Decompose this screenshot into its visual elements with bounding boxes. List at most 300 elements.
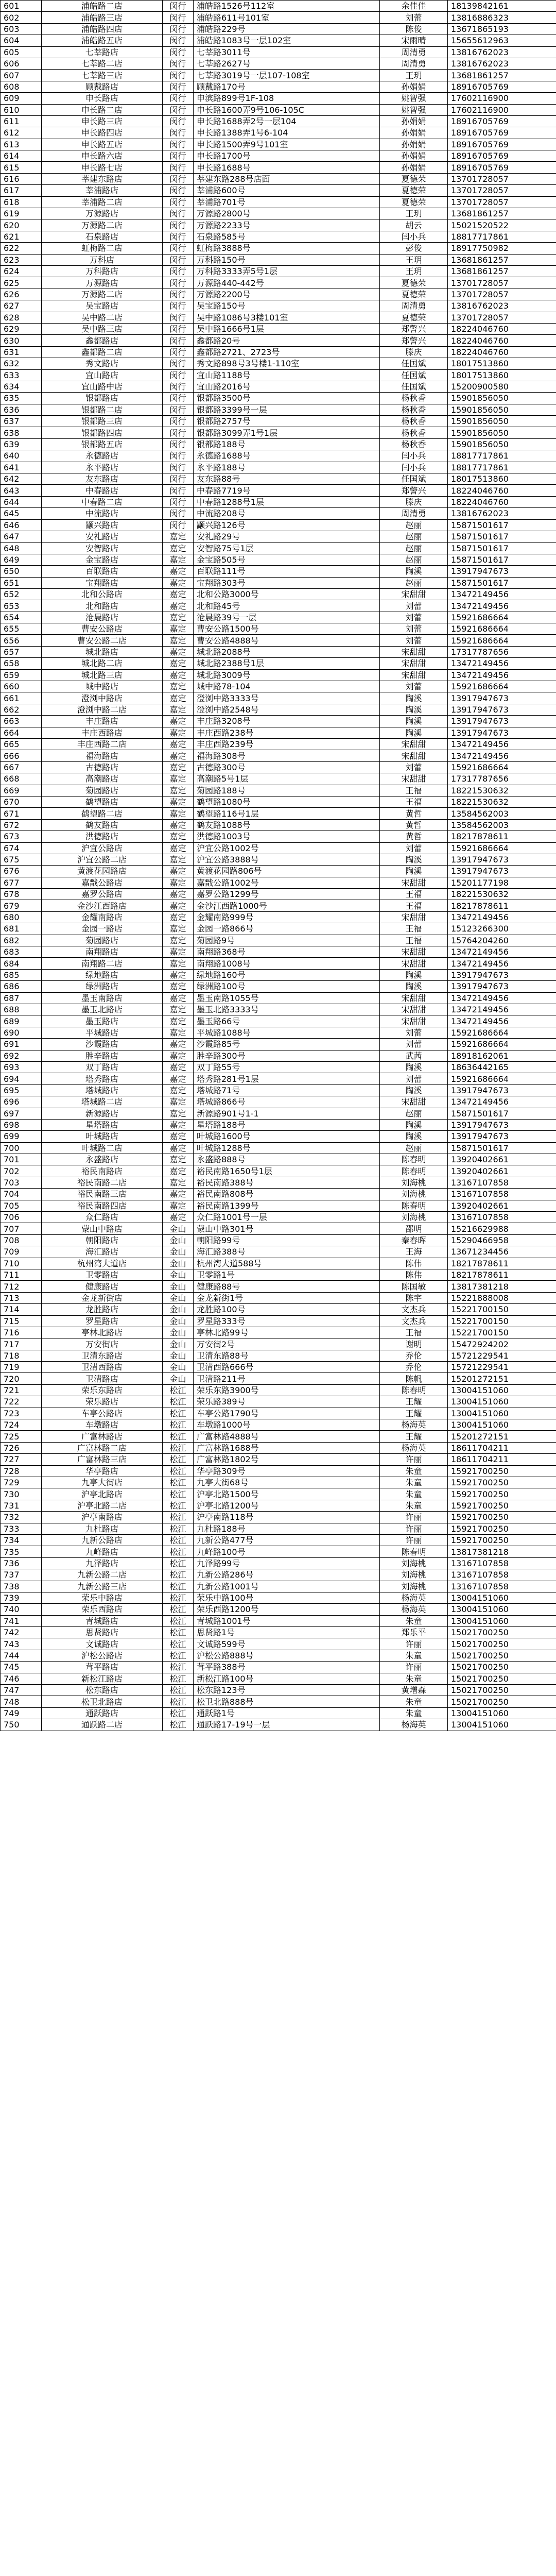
row-number-cell: 722 (1, 1396, 42, 1408)
table-row (1, 1569, 556, 1581)
table-row (1, 739, 556, 750)
phone-cell: 13472149456 (448, 588, 556, 600)
table-row (1, 519, 556, 531)
store-name-cell: 九新公路二店 (42, 1569, 163, 1581)
contact-person-cell: 朱童 (380, 1707, 448, 1719)
phone-cell: 13472149456 (448, 600, 556, 612)
store-name-cell: 南翔路二店 (42, 958, 163, 969)
address-cell: 蒙山中路301号 (194, 1223, 380, 1234)
table-row (1, 750, 556, 761)
contact-person-cell: 刘蕾 (380, 612, 448, 623)
address-cell: 通跃路1号 (194, 1707, 380, 1719)
store-name-cell: 古德路店 (42, 761, 163, 773)
table-row (1, 1512, 556, 1523)
contact-person-cell: 孙娟娟 (380, 81, 448, 92)
address-cell: 鹤望路1080号 (194, 796, 380, 807)
table-row (1, 1061, 556, 1073)
district-cell: 嘉定 (163, 1119, 194, 1130)
contact-person-cell: 陶溪 (380, 727, 448, 738)
store-name-cell: 荣乐路店 (42, 1396, 163, 1408)
address-cell: 沪亭北路1200号 (194, 1500, 380, 1511)
district-cell: 闵行 (163, 300, 194, 312)
district-cell: 松江 (163, 1442, 194, 1453)
phone-cell: 18017513860 (448, 369, 556, 381)
table-row (1, 946, 556, 958)
district-cell: 闵行 (163, 438, 194, 450)
address-cell: 澄浏中路2548号 (194, 704, 380, 715)
address-cell: 丰庄路3208号 (194, 716, 380, 727)
address-cell: 嘉罗公路1299号 (194, 889, 380, 900)
phone-cell: 15901856050 (448, 393, 556, 404)
contact-person-cell: 王福 (380, 900, 448, 911)
row-number-cell: 671 (1, 808, 42, 819)
phone-cell: 13472149456 (448, 1015, 556, 1027)
store-name-cell: 石泉路店 (42, 231, 163, 242)
district-cell: 嘉定 (163, 1189, 194, 1200)
contact-person-cell: 王福 (380, 1327, 448, 1338)
address-cell: 九泽路99号 (194, 1557, 380, 1569)
phone-cell: 15221700150 (448, 1327, 556, 1338)
row-number-cell: 739 (1, 1592, 42, 1603)
table-row (1, 681, 556, 692)
address-cell: 九峰路100号 (194, 1546, 380, 1557)
contact-person-cell: 刘海桃 (380, 1177, 448, 1188)
address-cell: 申长路1700号 (194, 150, 380, 162)
row-number-cell: 614 (1, 150, 42, 162)
district-cell: 闵行 (163, 485, 194, 496)
contact-person-cell: 陈春明 (380, 1165, 448, 1177)
table-row (1, 796, 556, 807)
district-cell: 金山 (163, 1269, 194, 1280)
table-row (1, 1050, 556, 1061)
address-cell: 银都路3099弄1号1层 (194, 427, 380, 438)
row-number-cell: 695 (1, 1084, 42, 1096)
phone-cell: 15021700250 (448, 1638, 556, 1650)
phone-cell: 18916705769 (448, 150, 556, 162)
district-cell: 闵行 (163, 346, 194, 358)
store-name-cell: 北和公路店 (42, 588, 163, 600)
contact-person-cell: 宋甜甜 (380, 877, 448, 888)
phone-cell: 13167107858 (448, 1557, 556, 1569)
address-cell: 龙胜路100号 (194, 1304, 380, 1315)
phone-cell: 15921686664 (448, 1039, 556, 1050)
address-cell: 鑫都路20号 (194, 335, 380, 346)
address-cell: 双丁路55号 (194, 1061, 380, 1073)
phone-cell: 15871501617 (448, 577, 556, 588)
address-cell: 叶城路1288号 (194, 1142, 380, 1154)
address-cell: 金园一路866号 (194, 923, 380, 935)
contact-person-cell: 乔伦 (380, 1350, 448, 1361)
district-cell: 金山 (163, 1246, 194, 1258)
phone-cell: 13584562003 (448, 808, 556, 819)
store-name-cell: 沙霞路店 (42, 1039, 163, 1050)
table-row (1, 1200, 556, 1211)
contact-person-cell: 任国斌 (380, 369, 448, 381)
table-row (1, 623, 556, 635)
phone-cell: 17317787656 (448, 646, 556, 657)
phone-cell: 13917947673 (448, 866, 556, 877)
phone-cell: 15921700250 (448, 1488, 556, 1500)
phone-cell: 13472149456 (448, 1096, 556, 1108)
district-cell: 闵行 (163, 519, 194, 531)
contact-person-cell: 宋甜甜 (380, 588, 448, 600)
district-cell: 闵行 (163, 381, 194, 392)
row-number-cell: 631 (1, 346, 42, 358)
phone-cell: 13817381218 (448, 1546, 556, 1557)
row-number-cell: 674 (1, 842, 42, 854)
store-name-cell: 七莘路二店 (42, 58, 163, 69)
address-cell: 亭林北路99号 (194, 1327, 380, 1338)
contact-person-cell: 夏德荣 (380, 312, 448, 323)
row-number-cell: 708 (1, 1234, 42, 1246)
store-name-cell: 华亭路店 (42, 1465, 163, 1477)
row-number-cell: 609 (1, 93, 42, 104)
address-cell: 城北路2088号 (194, 646, 380, 657)
row-number-cell: 714 (1, 1304, 42, 1315)
row-number-cell: 665 (1, 739, 42, 750)
district-cell: 闵行 (163, 243, 194, 254)
district-cell: 松江 (163, 1512, 194, 1523)
address-cell: 鑫都路2721、2723号 (194, 346, 380, 358)
phone-cell: 13584562003 (448, 819, 556, 831)
row-number-cell: 723 (1, 1408, 42, 1419)
phone-cell: 13004151060 (448, 1408, 556, 1419)
table-row (1, 1234, 556, 1246)
district-cell: 嘉定 (163, 658, 194, 669)
store-name-cell: 中流路店 (42, 508, 163, 519)
table-row (1, 1477, 556, 1488)
district-cell: 金山 (163, 1304, 194, 1315)
address-cell: 宜山路1188号 (194, 369, 380, 381)
district-cell: 松江 (163, 1696, 194, 1707)
row-number-cell: 737 (1, 1569, 42, 1581)
store-name-cell: 通跃路二店 (42, 1719, 163, 1731)
contact-person-cell: 郑乐平 (380, 1627, 448, 1638)
contact-person-cell: 王福 (380, 923, 448, 935)
table-row (1, 692, 556, 704)
table-row (1, 600, 556, 612)
row-number-cell: 704 (1, 1189, 42, 1200)
phone-cell: 18221530632 (448, 889, 556, 900)
contact-person-cell: 胡云 (380, 219, 448, 231)
phone-cell: 13472149456 (448, 750, 556, 761)
address-cell: 菊园路188号 (194, 785, 380, 796)
row-number-cell: 642 (1, 473, 42, 485)
district-cell: 松江 (163, 1650, 194, 1661)
table-row (1, 1015, 556, 1027)
address-cell: 通跃路17-19号一层 (194, 1719, 380, 1731)
table-row (1, 70, 556, 81)
store-name-cell: 朝阳路店 (42, 1234, 163, 1246)
address-cell: 金龙新街1号 (194, 1292, 380, 1303)
address-cell: 车墩路1000号 (194, 1419, 380, 1431)
phone-cell: 15921700250 (448, 1465, 556, 1477)
store-name-cell: 金耀南路店 (42, 911, 163, 923)
contact-person-cell: 朱童 (380, 1650, 448, 1661)
table-row (1, 196, 556, 208)
store-name-cell: 通跃路店 (42, 1707, 163, 1719)
store-name-cell: 广富林路三店 (42, 1454, 163, 1465)
contact-person-cell: 宋甜甜 (380, 669, 448, 681)
contact-person-cell: 周清勇 (380, 58, 448, 69)
row-number-cell: 715 (1, 1315, 42, 1327)
table-row (1, 23, 556, 35)
table-row (1, 1073, 556, 1084)
table-row (1, 1269, 556, 1280)
row-number-cell: 689 (1, 1015, 42, 1027)
phone-cell: 13917947673 (448, 1131, 556, 1142)
address-cell: 万源路2233号 (194, 219, 380, 231)
phone-cell: 15871501617 (448, 519, 556, 531)
contact-person-cell: 刘蕾 (380, 635, 448, 646)
address-cell: 车亭公路1790号 (194, 1408, 380, 1419)
table-row (1, 323, 556, 334)
table-row (1, 1615, 556, 1626)
phone-cell: 18217878611 (448, 1269, 556, 1280)
contact-person-cell: 夏德荣 (380, 185, 448, 196)
address-cell: 古德路300号 (194, 761, 380, 773)
contact-person-cell: 孙娟娟 (380, 115, 448, 127)
phone-cell: 15921686664 (448, 635, 556, 646)
district-cell: 松江 (163, 1477, 194, 1488)
district-cell: 嘉定 (163, 600, 194, 612)
table-row (1, 173, 556, 184)
store-name-cell: 宜山路店 (42, 369, 163, 381)
district-cell: 嘉定 (163, 623, 194, 635)
phone-cell: 13681861257 (448, 208, 556, 219)
district-cell: 嘉定 (163, 796, 194, 807)
phone-cell: 15021700250 (448, 1696, 556, 1707)
address-cell: 华亭路309号 (194, 1465, 380, 1477)
table-row (1, 785, 556, 796)
row-number-cell: 672 (1, 819, 42, 831)
district-cell: 松江 (163, 1500, 194, 1511)
address-cell: 健康路88号 (194, 1281, 380, 1292)
address-cell: 叶城路1600号 (194, 1131, 380, 1142)
contact-person-cell: 朱童 (380, 1696, 448, 1707)
phone-cell: 13816762023 (448, 300, 556, 312)
store-name-cell: 鹤望路店 (42, 796, 163, 807)
row-number-cell: 720 (1, 1373, 42, 1384)
store-name-cell: 双丁路店 (42, 1061, 163, 1073)
store-name-cell: 澄浏中路店 (42, 692, 163, 704)
district-cell: 嘉定 (163, 866, 194, 877)
table-row (1, 1523, 556, 1534)
table-row (1, 1465, 556, 1477)
row-number-cell: 694 (1, 1073, 42, 1084)
address-cell: 黄渡花园路806号 (194, 866, 380, 877)
row-number-cell: 662 (1, 704, 42, 715)
address-cell: 青城路1001号 (194, 1615, 380, 1626)
district-cell: 金山 (163, 1362, 194, 1373)
address-cell: 安智路75号1层 (194, 543, 380, 554)
table-row (1, 115, 556, 127)
table-row (1, 1223, 556, 1234)
contact-person-cell: 宋甜甜 (380, 658, 448, 669)
district-cell: 闵行 (163, 254, 194, 265)
district-cell: 嘉定 (163, 1108, 194, 1119)
phone-cell: 13920402661 (448, 1154, 556, 1165)
table-row (1, 289, 556, 300)
district-cell: 闵行 (163, 150, 194, 162)
table-row (1, 1258, 556, 1269)
store-name-cell: 中春路店 (42, 485, 163, 496)
district-cell: 金山 (163, 1234, 194, 1246)
row-number-cell: 654 (1, 612, 42, 623)
district-cell: 松江 (163, 1615, 194, 1626)
store-name-cell: 沪宜公路店 (42, 842, 163, 854)
store-name-cell: 银都路二店 (42, 404, 163, 415)
phone-cell: 17317787656 (448, 773, 556, 785)
phone-cell: 18916705769 (448, 115, 556, 127)
address-cell: 沧晨路39号一层 (194, 612, 380, 623)
address-cell: 七莘路3019号一层107-108室 (194, 70, 380, 81)
address-cell: 申长路1500弄9号101室 (194, 139, 380, 150)
table-row (1, 669, 556, 681)
store-name-cell: 卫零路店 (42, 1269, 163, 1280)
table-row (1, 1, 556, 12)
phone-cell: 15871501617 (448, 1108, 556, 1119)
store-name-cell: 墨玉北路店 (42, 1004, 163, 1015)
row-number-cell: 677 (1, 877, 42, 888)
district-cell: 闵行 (163, 508, 194, 519)
district-cell: 嘉定 (163, 1015, 194, 1027)
address-cell: 颛兴路126号 (194, 519, 380, 531)
store-name-cell: 浦皓路二店 (42, 1, 163, 12)
contact-person-cell: 刘蕾 (380, 1073, 448, 1084)
table-row (1, 1396, 556, 1408)
row-number-cell: 712 (1, 1281, 42, 1292)
row-number-cell: 725 (1, 1431, 42, 1442)
address-cell: 沪宜公路3888号 (194, 854, 380, 865)
store-name-cell: 卫清东路店 (42, 1350, 163, 1361)
phone-cell: 18221530632 (448, 796, 556, 807)
row-number-cell: 716 (1, 1327, 42, 1338)
contact-person-cell: 宋甜甜 (380, 958, 448, 969)
contact-person-cell: 滕庆 (380, 496, 448, 507)
table-row (1, 1696, 556, 1707)
address-cell: 卫清西路666号 (194, 1362, 380, 1373)
row-number-cell: 650 (1, 566, 42, 577)
phone-cell: 13472149456 (448, 669, 556, 681)
table-row (1, 935, 556, 946)
district-cell: 松江 (163, 1465, 194, 1477)
phone-cell: 15200900580 (448, 381, 556, 392)
store-name-cell: 茸平路店 (42, 1662, 163, 1673)
store-name-cell: 申长路二店 (42, 104, 163, 115)
table-row (1, 831, 556, 842)
table-row (1, 1662, 556, 1673)
district-cell: 金山 (163, 1315, 194, 1327)
row-number-cell: 675 (1, 854, 42, 865)
row-number-cell: 607 (1, 70, 42, 81)
contact-person-cell: 朱童 (380, 1488, 448, 1500)
table-row (1, 1685, 556, 1696)
store-name-cell: 荣乐东路店 (42, 1384, 163, 1396)
district-cell: 松江 (163, 1581, 194, 1592)
row-number-cell: 611 (1, 115, 42, 127)
table-row (1, 1154, 556, 1165)
address-cell: 曹安公路1500号 (194, 623, 380, 635)
phone-cell: 13004151060 (448, 1396, 556, 1408)
row-number-cell: 668 (1, 773, 42, 785)
table-row (1, 393, 556, 404)
table-row (1, 1557, 556, 1569)
table-row (1, 265, 556, 277)
contact-person-cell: 陈帆 (380, 1373, 448, 1384)
district-cell: 嘉定 (163, 1004, 194, 1015)
district-cell: 闵行 (163, 46, 194, 58)
store-name-cell: 星塔路店 (42, 1119, 163, 1130)
address-cell: 南翔路368号 (194, 946, 380, 958)
store-name-cell: 金园一路店 (42, 923, 163, 935)
contact-person-cell: 陈伟 (380, 1269, 448, 1280)
contact-person-cell: 黄哲 (380, 819, 448, 831)
store-name-cell: 万源路二店 (42, 219, 163, 231)
row-number-cell: 632 (1, 358, 42, 369)
contact-person-cell: 陈宇 (380, 1292, 448, 1303)
district-cell: 嘉定 (163, 785, 194, 796)
contact-person-cell: 王福 (380, 796, 448, 807)
store-name-cell: 九新公路店 (42, 1534, 163, 1546)
contact-person-cell: 彭俊 (380, 243, 448, 254)
district-cell: 闵行 (163, 323, 194, 334)
store-name-cell: 城北路三店 (42, 669, 163, 681)
store-name-cell: 荣乐西路店 (42, 1604, 163, 1615)
phone-cell: 13472149456 (448, 739, 556, 750)
table-row (1, 1604, 556, 1615)
district-cell: 嘉定 (163, 842, 194, 854)
address-cell: 墨玉北路3333号 (194, 1004, 380, 1015)
table-row (1, 254, 556, 265)
contact-person-cell: 杨海英 (380, 1419, 448, 1431)
table-row (1, 1500, 556, 1511)
store-name-cell: 丰庄西路店 (42, 727, 163, 738)
district-cell: 闵行 (163, 450, 194, 462)
phone-cell: 13701728057 (448, 196, 556, 208)
contact-person-cell: 杨海英 (380, 1592, 448, 1603)
row-number-cell: 746 (1, 1673, 42, 1684)
contact-person-cell: 王耀 (380, 1408, 448, 1419)
contact-person-cell: 陈春明 (380, 1154, 448, 1165)
table-row (1, 1350, 556, 1361)
phone-cell: 13920402661 (448, 1200, 556, 1211)
address-cell: 永盛路888号 (194, 1154, 380, 1165)
row-number-cell: 620 (1, 219, 42, 231)
phone-cell: 15021700250 (448, 1662, 556, 1673)
store-name-cell: 莘浦路二店 (42, 196, 163, 208)
table-row (1, 1131, 556, 1142)
contact-person-cell: 杨秋香 (380, 393, 448, 404)
row-number-cell: 605 (1, 46, 42, 58)
store-name-cell: 沪亭南路店 (42, 1512, 163, 1523)
phone-cell: 15921686664 (448, 842, 556, 854)
row-number-cell: 634 (1, 381, 42, 392)
row-number-cell: 702 (1, 1165, 42, 1177)
contact-person-cell: 刘海桃 (380, 1212, 448, 1223)
district-cell: 闵行 (163, 462, 194, 473)
row-number-cell: 684 (1, 958, 42, 969)
district-cell: 嘉定 (163, 1039, 194, 1050)
phone-cell: 15021520522 (448, 219, 556, 231)
contact-person-cell: 陶溪 (380, 716, 448, 727)
contact-person-cell: 宋甜甜 (380, 992, 448, 1004)
contact-person-cell: 夏德荣 (380, 289, 448, 300)
store-name-cell: 中春路二店 (42, 496, 163, 507)
table-row (1, 485, 556, 496)
district-cell: 闵行 (163, 127, 194, 139)
table-row (1, 1119, 556, 1130)
